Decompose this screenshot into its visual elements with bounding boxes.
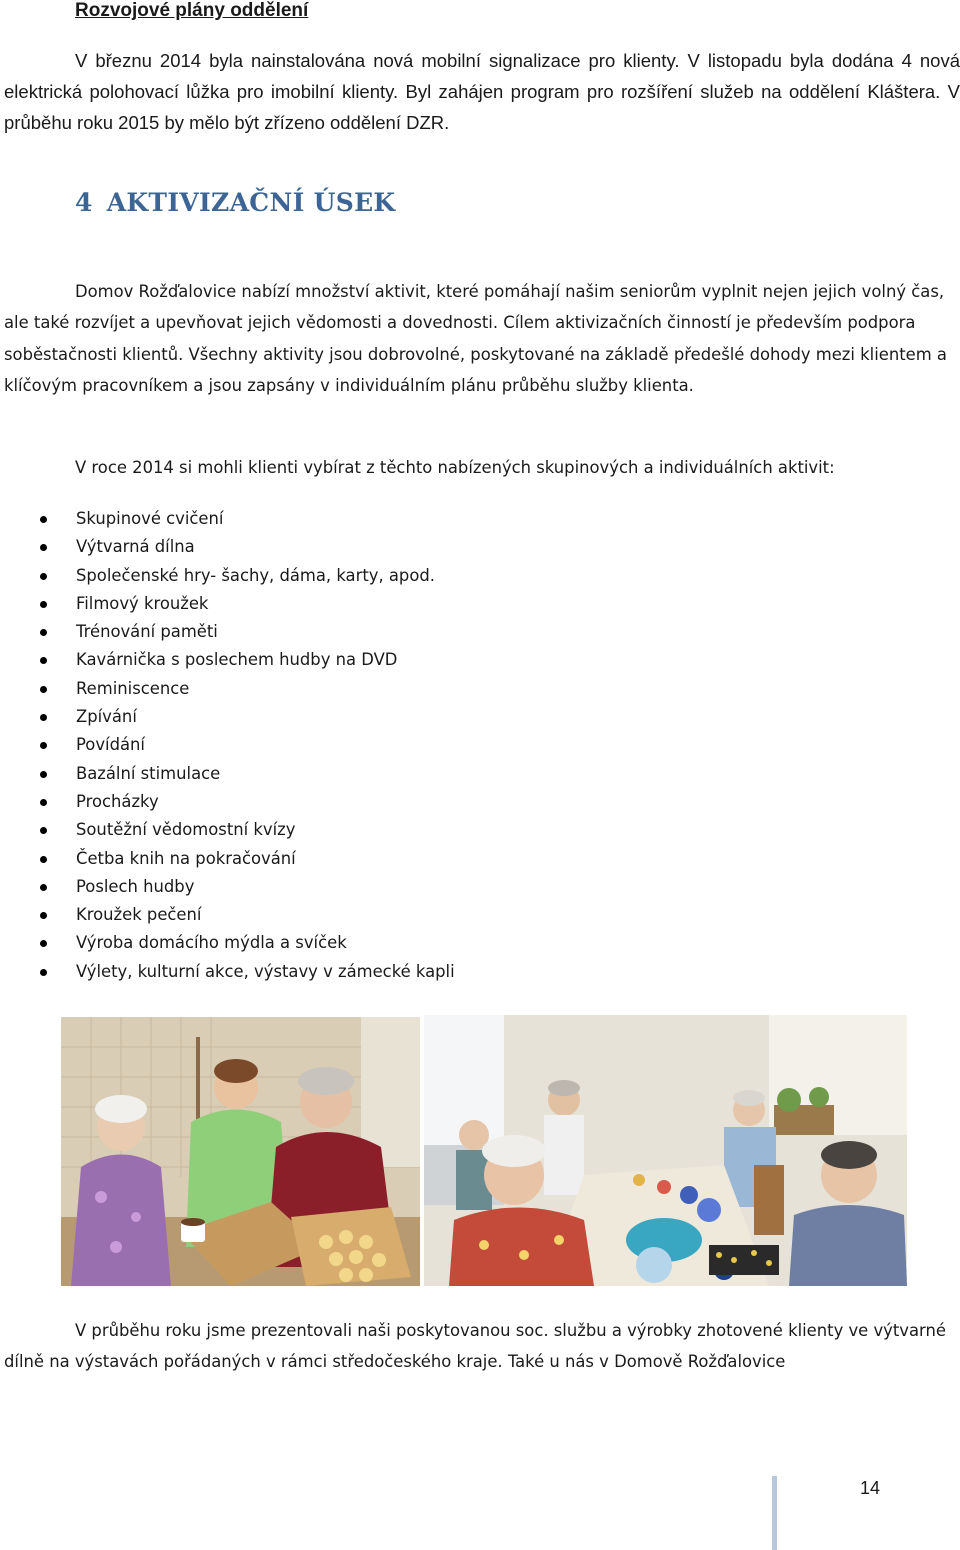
list-item: Filmový kroužek	[0, 590, 455, 618]
bullet-icon	[40, 742, 47, 749]
bullet-icon	[40, 714, 47, 721]
chapter-number: 4	[75, 188, 93, 217]
bullet-icon	[40, 827, 47, 834]
list-item: Výtvarná dílna	[0, 533, 455, 561]
bullet-icon	[40, 573, 47, 580]
section-paragraph: V březnu 2014 byla nainstalována nová mobilní signalizace pro klienty. V listopadu byla dodána 4 nová elektrická polohovací lůžka pro imobilní klienty. Byl zahájen program pro rozšíření služeb na oddělení Kláštera. V průběhu roku 2015 by mělo být zřízeno oddělení DZR.	[4, 50, 960, 133]
list-item: Kroužek pečení	[0, 901, 455, 929]
intro-paragraph: Domov Rožďalovice nabízí množství aktivit, které pomáhají našim seniorům vyplnit nejen jejich volný čas, ale také rozvíjet a upevňovat jejich vědomosti a dovednosti. Cílem aktivizačních činností je především podpora soběstačnosti klientů. Všechny aktivity jsou dobrovolné, poskytované na základě předešlé dohody mezi klientem a klíčovým pracovníkem a jsou zapsány v individuálním plánu průběhu služby klienta.	[4, 282, 947, 395]
list-item: Kavárnička s poslechem hudby na DVD	[0, 646, 455, 674]
list-item: Procházky	[0, 788, 455, 816]
bullet-icon	[40, 940, 47, 947]
list-item: Skupinové cvičení	[0, 505, 455, 533]
bullet-icon	[40, 516, 47, 523]
closing-paragraph: V průběhu roku jsme prezentovali naši poskytovanou soc. službu a výrobky zhotovené klienty ve výtvarné dílně na výstavách pořádaných v rámci středočeského kraje. Také u nás v Domově Rožďalovice	[4, 1321, 946, 1372]
list-item: Četba knih na pokračování	[0, 845, 455, 873]
list-item: Výlety, kulturní akce, výstavy v zámecké kapli	[0, 958, 455, 986]
bullet-icon	[40, 969, 47, 976]
activities-list	[0, 505, 455, 986]
bullet-icon	[40, 629, 47, 636]
footer-rule	[772, 1476, 777, 1550]
bullet-icon	[40, 912, 47, 919]
photo-workshop	[424, 1015, 907, 1286]
bullet-icon	[40, 799, 47, 806]
bullet-icon	[40, 686, 47, 693]
bullet-icon	[40, 657, 47, 664]
list-item: Soutěžní vědomostní kvízy	[0, 816, 455, 844]
page-number: 14	[859, 1478, 881, 1498]
photo-baking	[61, 1017, 420, 1286]
list-item: Reminiscence	[0, 675, 455, 703]
bullet-icon	[40, 601, 47, 608]
list-item: Bazální stimulace	[0, 760, 455, 788]
list-item: Poslech hudby	[0, 873, 455, 901]
bullet-icon	[40, 544, 47, 551]
list-item: Povídání	[0, 731, 455, 759]
bullet-icon	[40, 771, 47, 778]
list-intro: V roce 2014 si mohli klienti vybírat z těchto nabízených skupinových a individuálních aktivit:	[75, 458, 835, 477]
list-item: Výroba domácího mýdla a svíček	[0, 929, 455, 957]
list-item: Společenské hry- šachy, dáma, karty, apod.	[0, 562, 455, 590]
list-item: Zpívání	[0, 703, 455, 731]
chapter-title: AKTIVIZAČNÍ ÚSEK	[106, 188, 396, 217]
bullet-icon	[40, 856, 47, 863]
section-heading: Rozvojové plány oddělení	[75, 0, 309, 21]
bullet-icon	[40, 884, 47, 891]
list-item: Trénování paměti	[0, 618, 455, 646]
chapter-heading	[75, 188, 395, 217]
